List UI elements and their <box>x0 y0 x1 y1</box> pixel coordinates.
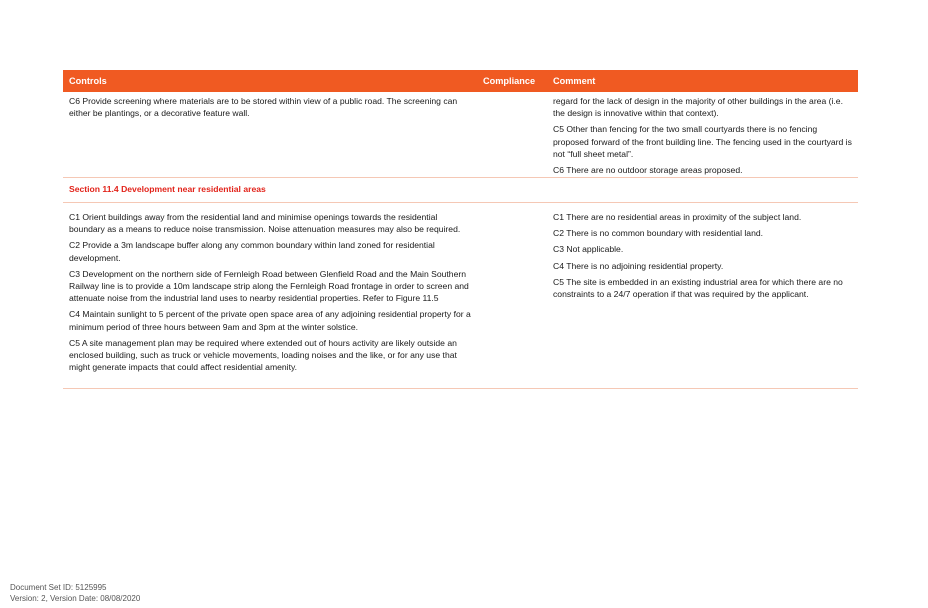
table-row <box>63 92 858 177</box>
table-row <box>63 203 858 389</box>
header-compliance: Compliance <box>483 76 536 86</box>
controls-cell <box>69 211 474 377</box>
controls-cell <box>69 95 474 123</box>
control-c6: C6 Provide screening where materials are to be stored within view of a public road. The screening can either be plantings, or a decorative feature wall. <box>69 96 458 119</box>
control-c3: C3 Development on the northern side of Fernleigh Road between Glenfield Road and the Main Southern Railway line is to provide a 10m landscape strip along the Fernleigh Road frontage in order to screen and attenuate noise from the industrial land uses to nearby residential properties. Refer to Figure 11.5 <box>69 268 469 304</box>
comment-c2: C2 There is no common boundary with residential land. <box>553 228 764 239</box>
header-controls: Controls <box>69 76 107 86</box>
comment-c3: C3 Not applicable. <box>553 244 624 255</box>
control-c5: C5 A site management plan may be required where extended out of hours activity are likely outside an enclosed building, such as truck or vehicle movements, loading noises and the like, or for any use that might generate impacts that could affect residential amenity. <box>69 337 457 373</box>
section-row <box>63 177 858 203</box>
header-comment: Comment <box>553 76 596 86</box>
control-c2: C2 Provide a 3m landscape buffer along any common boundary within land zoned for residential development. <box>69 240 435 263</box>
document-set-id: Document Set ID: 5125995 <box>10 583 107 592</box>
document-footer <box>10 582 140 604</box>
comment-c5: C5 Other than fencing for the two small courtyards there is no fencing proposed forward of the front building line. The fencing used in the courtyard is not “full sheet metal”. <box>553 124 852 159</box>
comment-cell <box>553 95 853 180</box>
table-header <box>63 70 858 92</box>
comment-paragraph: regard for the lack of design in the majority of other buildings in the area (i.e. the design is innovative within that context). <box>553 96 843 119</box>
version-date: Version: 2, Version Date: 08/08/2020 <box>10 594 141 603</box>
comment-c1: C1 There are no residential areas in proximity of the subject land. <box>553 212 802 222</box>
control-c4: C4 Maintain sunlight to 5 percent of the private open space area of any adjoining residential property for a minimum period of three hours between 9am and 3pm at the winter solstice. <box>69 309 471 332</box>
section-title: Section 11.4 Development near residential areas <box>69 184 266 194</box>
controls-table <box>63 70 858 389</box>
comment-cell <box>553 211 853 304</box>
comment-c4: C4 There is no adjoining residential property. <box>553 260 724 271</box>
control-c1: C1 Orient buildings away from the residential land and minimise openings towards the residential boundary as a means to reduce noise transmission. Noise attenuation measures may also be required. <box>69 212 461 235</box>
comment-c5: C5 The site is embedded in an existing industrial area for which there are no constraints to a 24/7 operation if that was required by the applicant. <box>553 276 843 300</box>
comment-c6: C6 There are no outdoor storage areas proposed. <box>553 165 743 176</box>
